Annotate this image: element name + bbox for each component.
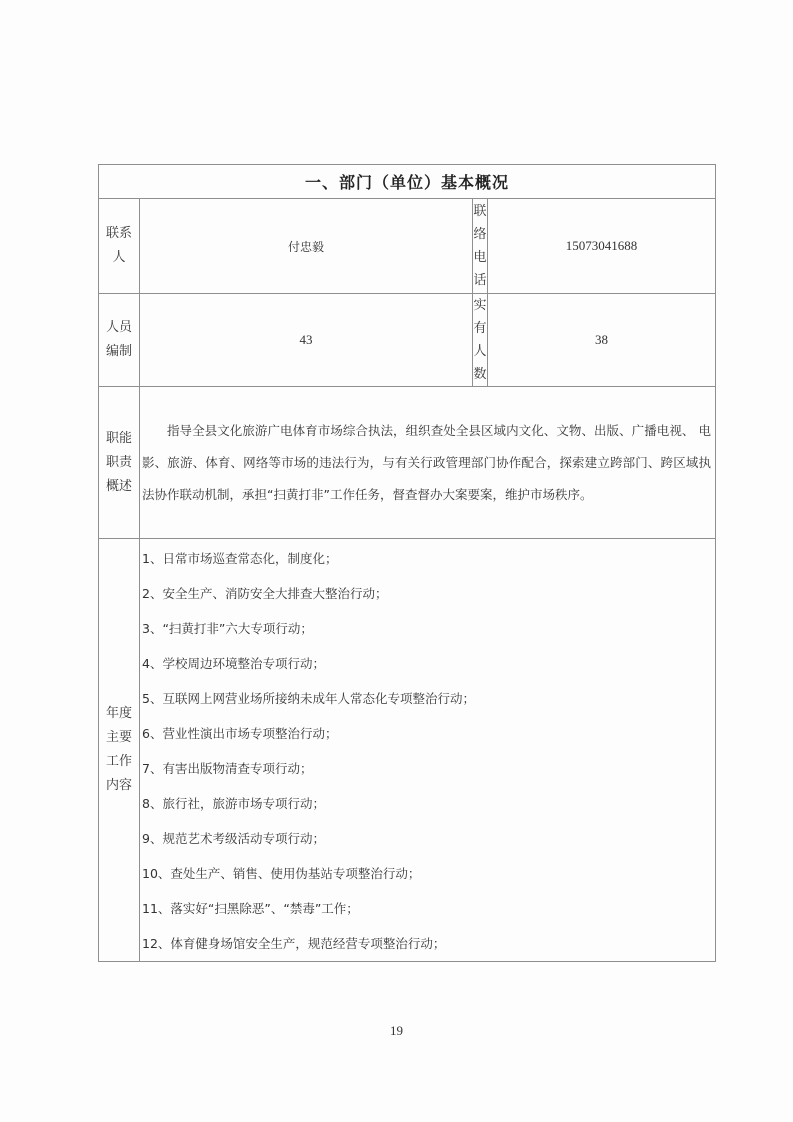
work-label: 年度 主要 工作 内容 [99, 539, 140, 962]
basic-overview-table [98, 164, 716, 962]
contact-row [99, 199, 716, 294]
work-item: 12、体育健身场馆安全生产，规范经营专项整治行动； [142, 936, 446, 951]
duty-description [140, 387, 716, 539]
staff-row [99, 294, 716, 387]
work-item: 11、落实好“扫黑除恶”、“禁毒”工作； [142, 901, 359, 916]
duty-text: 指导全县文化旅游广电体育市场综合执法，组织查处全县区域内文化、文物、出版、广播电视、 电影、旅游、体育、网络等市场的违法行为，与有关行政管理部门协作配合，探索建立跨部门、跨区域执法协作联动机制，承担“扫黄打非”工作任务，督查督办大案要案，维护市场秩序。 [142, 422, 712, 502]
phone-label: 联 络 电 话 [473, 199, 488, 294]
work-item: 3、“扫黄打非”六大专项行动； [142, 621, 313, 636]
work-item: 6、营业性演出市场专项整治行动； [142, 726, 338, 741]
work-item: 4、学校周边环境整治专项行动； [142, 656, 325, 671]
work-item: 8、旅行社，旅游市场专项行动； [142, 796, 325, 811]
contact-phone: 15073041688 [488, 199, 716, 294]
staff-authorized: 43 [140, 294, 473, 387]
work-item: 2、安全生产、消防安全大排查大整治行动； [142, 586, 388, 601]
actual-staff-label: 实 有 人 数 [473, 294, 488, 387]
section-title: 一、部门（单位）基本概况 [99, 165, 716, 199]
contact-name: 付忠毅 [140, 199, 473, 294]
duty-row [99, 387, 716, 539]
contact-label: 联系 人 [99, 199, 140, 294]
work-item: 1、日常市场巡查常态化，制度化； [142, 551, 338, 566]
staff-label: 人员 编制 [99, 294, 140, 387]
work-item: 5、互联网上网营业场所接纳未成年人常态化专项整治行动； [142, 691, 475, 706]
work-item: 9、规范艺术考级活动专项行动； [142, 831, 325, 846]
staff-actual: 38 [488, 294, 716, 387]
work-list [140, 539, 716, 962]
work-item: 10、查处生产、销售、使用伪基站专项整治行动； [142, 866, 421, 881]
duty-label: 职能 职责 概述 [99, 387, 140, 539]
page-number: 19 [390, 1023, 403, 1038]
work-row [99, 539, 716, 962]
work-item: 7、有害出版物清查专项行动； [142, 761, 313, 776]
